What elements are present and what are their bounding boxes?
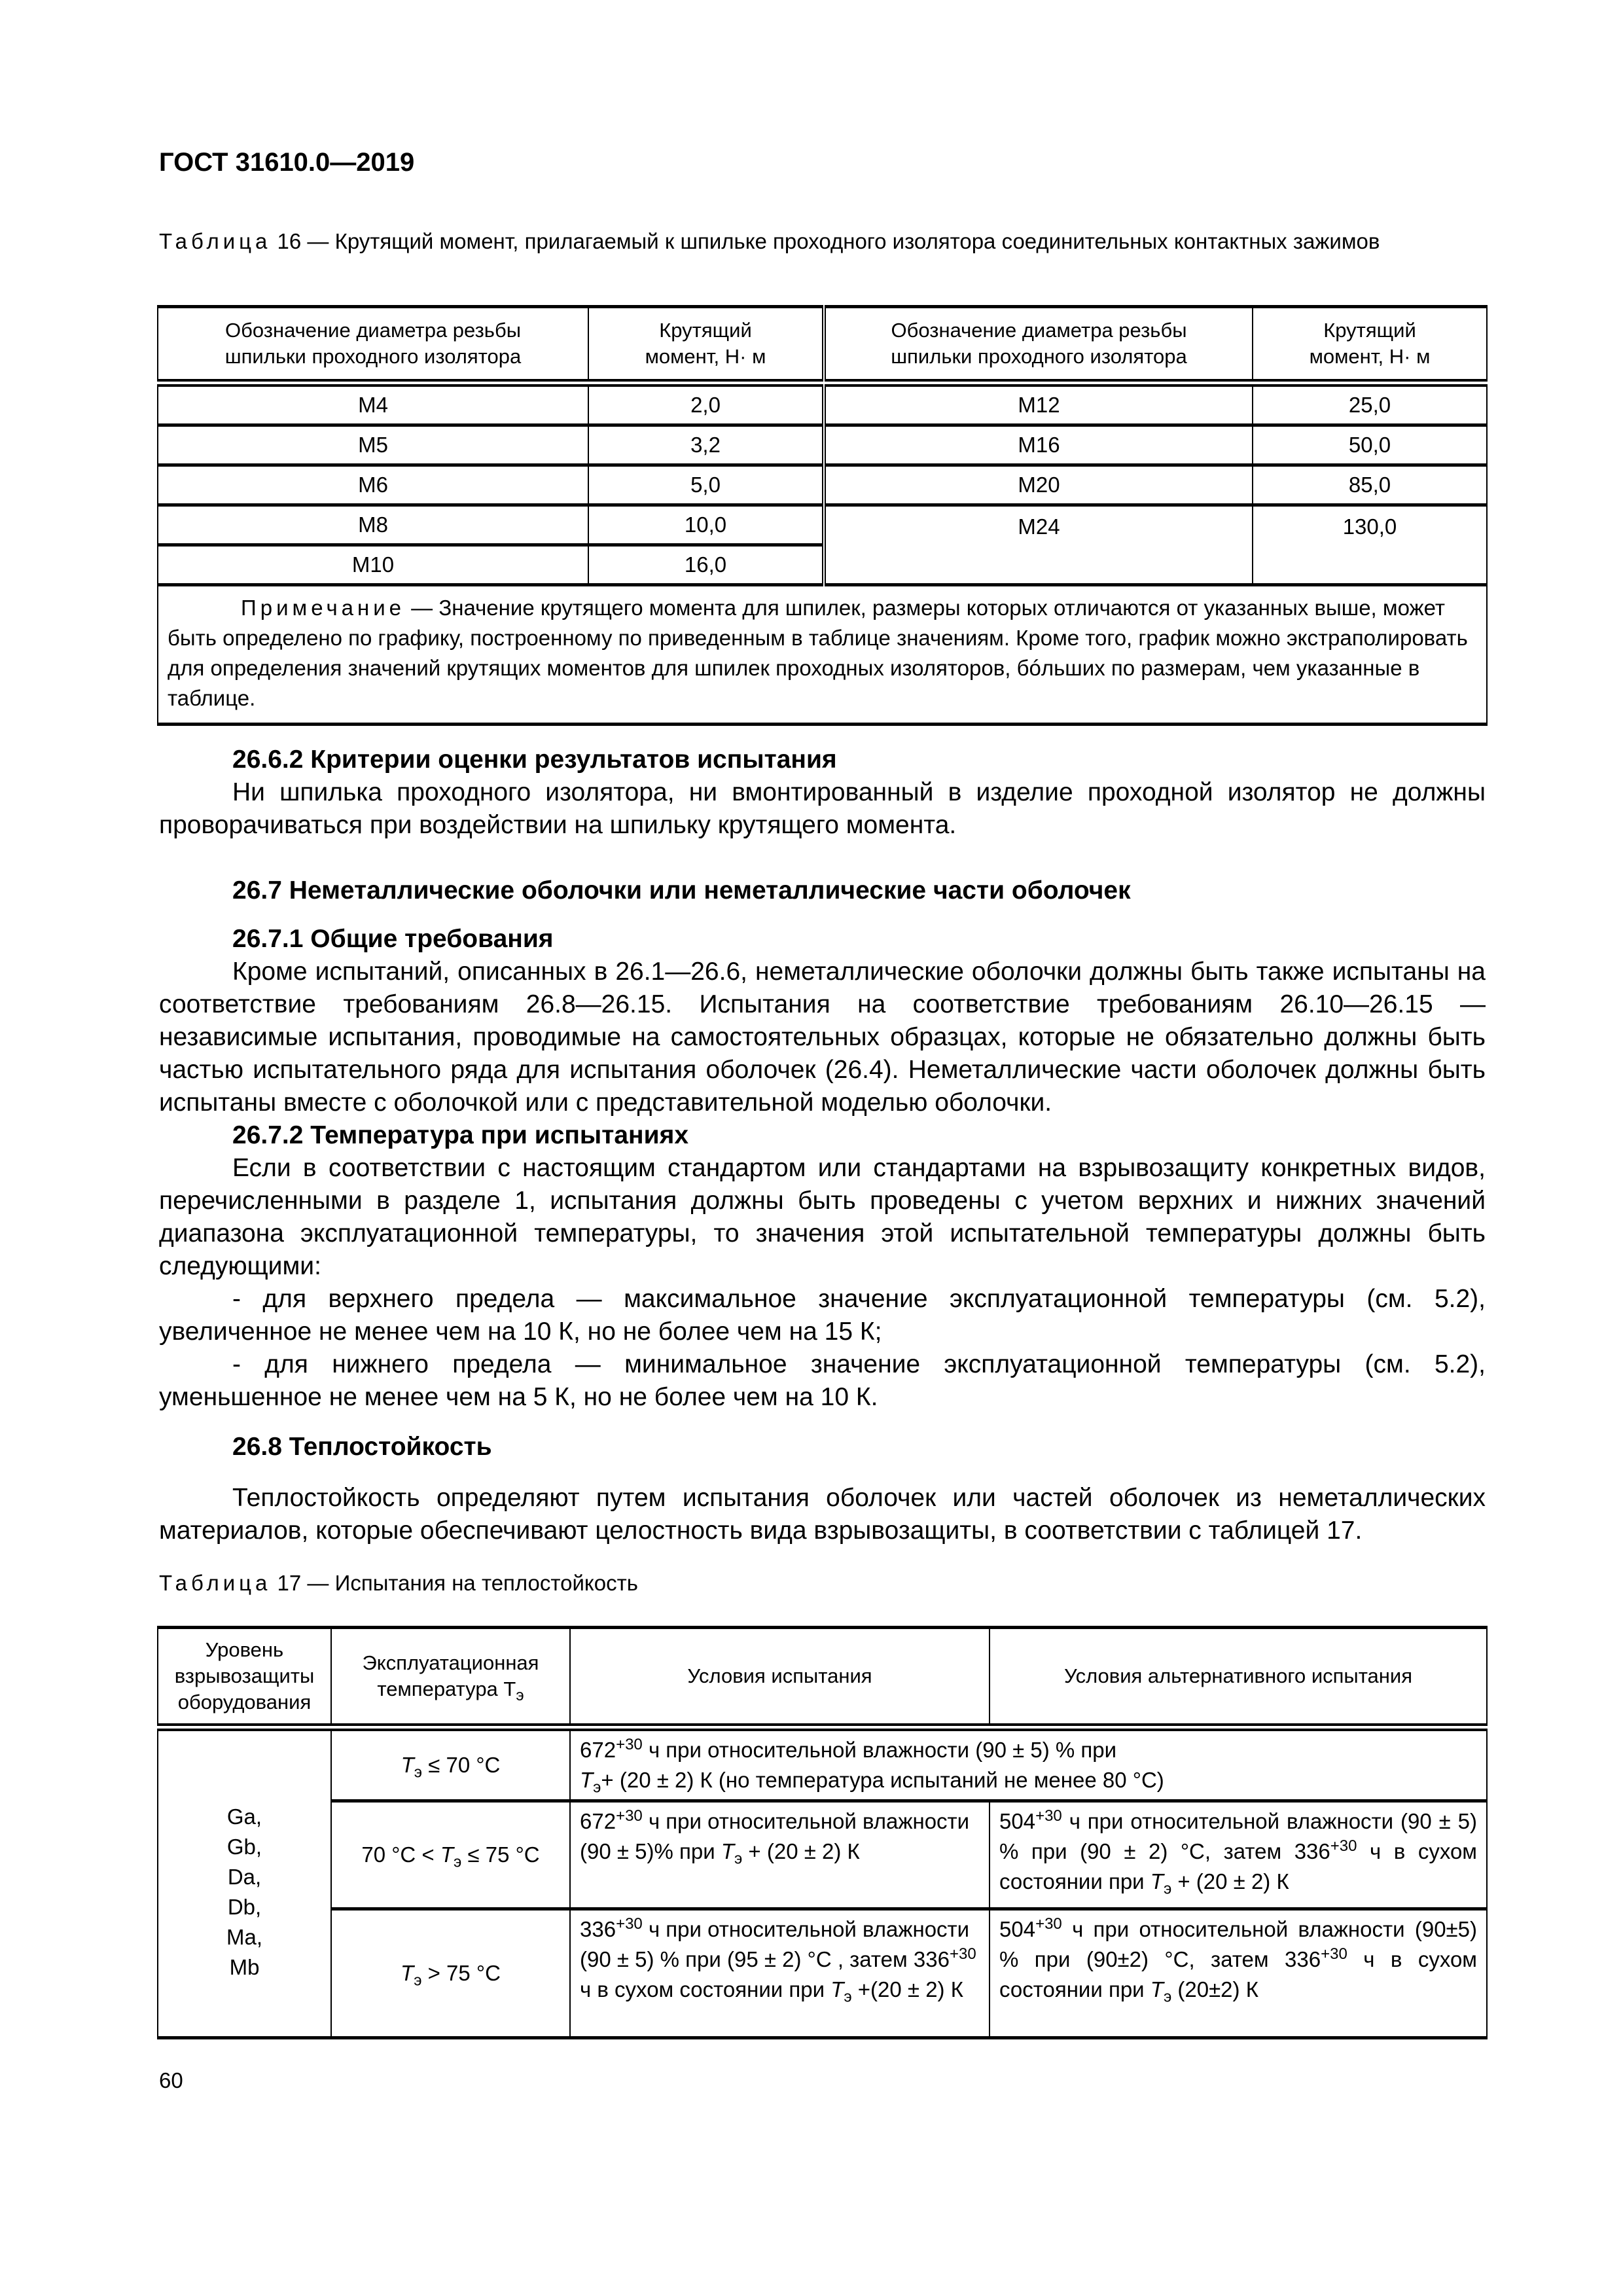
table17-col-level: Уровень взрывозащиты оборудования [158, 1628, 331, 1725]
list-item: - для верхнего предела — максимальное значение эксплуатационной температуры (см. 5.2), увеличенное не менее чем на 10 К, но не более чем на 15 К; [159, 1285, 1486, 1346]
tolerance: +30 [1035, 1915, 1062, 1933]
temp-symbol: T [830, 1977, 844, 2001]
torque-cell: 3,2 [588, 425, 824, 465]
tolerance: +30 [616, 1807, 643, 1825]
table16-caption-label: Таблица [159, 229, 272, 253]
temp-sub: э [844, 1988, 852, 2006]
temp-post: ≤ 75 °C [461, 1842, 540, 1867]
tolerance: +30 [1330, 1837, 1357, 1855]
conditions-cell [570, 1909, 990, 2038]
level: Ga, [226, 1804, 262, 1829]
section-heading: 26.6.2 Критерии оценки результатов испытания [232, 745, 837, 774]
cond-text: + (20 ± 2) К [742, 1839, 860, 1863]
temp-sub: э [593, 1778, 601, 1797]
hours: 336 [580, 1917, 616, 1941]
header-separator [158, 380, 1487, 386]
torque-cell: 85,0 [1253, 465, 1487, 505]
table16-caption-text: 16 — Крутящий момент, прилагаемый к шпильке проходного изолятора соединительных контактных зажимов [271, 229, 1380, 253]
temp-sub: э [1163, 1880, 1172, 1898]
table17-caption-label: Таблица [159, 1571, 272, 1595]
temp-symbol: T [401, 1753, 414, 1777]
cond-text: ч при относительной влажности (90 ± 5) % при [642, 1738, 1117, 1762]
list-item: - для нижнего предела — минимальное значение эксплуатационной температуры (см. 5.2), уменьшенное не менее чем на 5 К, но не более чем на 10 К. [159, 1350, 1486, 1411]
cond-text: ч при относительной влажности (90 ± 5) % при (95 ± 2) °С , затем 336 [580, 1917, 970, 1971]
table17-caption-text: 17 — Испытания на теплостойкость [271, 1571, 638, 1595]
table16-caption [159, 226, 1486, 257]
section-26-7 [159, 874, 1486, 907]
torque-cell: 25,0 [1253, 386, 1487, 425]
section-26-6-2 [159, 744, 1486, 842]
section-26-7-1 [159, 923, 1486, 1414]
hours: 504 [999, 1809, 1036, 1833]
thread-cell: M8 [158, 505, 588, 545]
torque-cell: 5,0 [588, 465, 824, 505]
alt-conditions-cell [990, 1909, 1487, 2038]
temp-symbol: T [580, 1768, 594, 1792]
header-separator [158, 1725, 1487, 1730]
thread-cell: M10 [158, 545, 588, 585]
temp-pre: 70 °C < [361, 1842, 440, 1867]
thread-cell: M16 [824, 425, 1253, 465]
thread-cell: M12 [824, 386, 1253, 425]
temp-sub: э [734, 1850, 743, 1868]
col-temp-sub: э [516, 1687, 524, 1705]
table16-note [158, 585, 1487, 725]
equipment-level-cell [158, 1730, 331, 2038]
table16-col-torque-right: Крутящий момент, Н· м [1253, 307, 1487, 381]
paragraph: Теплостойкость определяют путем испытания оболочек или частей оболочек из неметаллических материалов, которые обеспечивают целостность вида взрывозащиты, в соответствии с таблицей 17. [159, 1484, 1486, 1545]
tolerance: +30 [949, 1945, 976, 1963]
cond-text: +(20 ± 2) К [851, 1977, 963, 2001]
cond-text: (20±2) К [1171, 1977, 1258, 2001]
level: Gb, [226, 1835, 262, 1859]
col-temp-label: Эксплуатационная температура T [362, 1651, 539, 1700]
temp-symbol: T [1150, 1869, 1164, 1893]
table-row [158, 465, 1487, 505]
cond-text: ч при относительной влажности (90 ± 5) % при (90 ± 2) °С, затем 336 [999, 1809, 1477, 1863]
thread-cell: M5 [158, 425, 588, 465]
temp-symbol: T [1150, 1977, 1164, 2001]
note-label: Примечание [241, 596, 406, 620]
paragraph: Если в соответствии с настоящим стандартом или стандартами на взрывозащиту конкретных видов, перечисленными в разделе 1, испытания должны быть проведены с учетом верхних и нижних значений диапазона эксплуатационной температуры, то значения этой испытательной температуры должны быть следующими: [159, 1154, 1486, 1280]
temp-symbol: T [721, 1839, 734, 1863]
section-26-8 [159, 1431, 1486, 1547]
table16-col-torque-left: Крутящий момент, Н· м [588, 307, 824, 381]
table-row [158, 425, 1487, 465]
cond-text: ч в сухом состоянии при [580, 1977, 831, 2001]
document-code: ГОСТ 31610.0—2019 [159, 148, 415, 177]
temperature-cell [331, 1730, 570, 1801]
tolerance: +30 [616, 1915, 643, 1933]
table17 [157, 1626, 1488, 2039]
torque-cell: 130,0 [1253, 505, 1487, 585]
thread-cell: M20 [824, 465, 1253, 505]
table-row [158, 1730, 1487, 1801]
cond-text: + (20 ± 2) К (но температура испытаний не менее 80 °С) [601, 1768, 1164, 1792]
thread-cell: M4 [158, 386, 588, 425]
paragraph: Кроме испытаний, описанных в 26.1—26.6, неметаллические оболочки должны быть также испытаны на соответствие требованиям 26.8—26.15. Испытания на соответствие требованиям 26.10—26.15 — независимые испытания, проводимые на самостоятельных образцах, которые не обязательно должны быть частью испытательного ряда для испытания оболочек (26.4). Неметаллические части оболочек должны быть испытаны вместе с оболочкой или с представительной моделью оболочки. [159, 958, 1486, 1117]
temp-sub: э [414, 1763, 423, 1782]
temp-symbol: T [440, 1842, 454, 1867]
temp-sub: э [414, 1971, 422, 1990]
hours: 504 [999, 1917, 1036, 1941]
page-number: 60 [159, 2068, 183, 2092]
temp-symbol: T [401, 1961, 414, 1985]
table16 [157, 305, 1488, 726]
thread-cell: M6 [158, 465, 588, 505]
temp-post: ≤ 70 °C [422, 1753, 501, 1777]
level: Db, [227, 1895, 262, 1919]
temp-sub: э [1163, 1988, 1172, 2006]
table17-col-temperature [331, 1628, 570, 1725]
table16-note-row [158, 585, 1487, 725]
table-row [158, 505, 1487, 545]
torque-cell: 10,0 [588, 505, 824, 545]
cond-text: + (20 ± 2) К [1171, 1869, 1289, 1893]
torque-cell: 16,0 [588, 545, 824, 585]
table16-col-thread-right: Обозначение диаметра резьбы шпильки проходного изолятора [824, 307, 1253, 381]
alt-conditions-cell [990, 1801, 1487, 1909]
table17-caption [159, 1568, 1486, 1598]
cond-text: ч в сухом состоянии при [999, 1839, 1477, 1893]
temperature-cell [331, 1909, 570, 2038]
torque-cell: 50,0 [1253, 425, 1487, 465]
level: Mb [229, 1955, 260, 1979]
conditions-cell [570, 1730, 1487, 1801]
temperature-cell [331, 1801, 570, 1909]
conditions-cell [570, 1801, 990, 1909]
temp-sub: э [454, 1853, 462, 1871]
section-heading: 26.7.2 Температура при испытаниях [232, 1121, 689, 1149]
level: Da, [227, 1865, 262, 1889]
tolerance: +30 [616, 1736, 643, 1753]
section-heading: 26.8 Теплостойкость [232, 1433, 492, 1461]
section-heading: 26.7 Неметаллические оболочки или неметаллические части оболочек [232, 876, 1131, 905]
table17-header-row [158, 1628, 1487, 1725]
table-row [158, 386, 1487, 425]
table17-col-alt-conditions: Условия альтернативного испытания [990, 1628, 1487, 1725]
hours: 672 [580, 1738, 616, 1762]
table-row [158, 1909, 1487, 2038]
level: Ma, [226, 1925, 262, 1949]
thread-cell: M24 [824, 505, 1253, 585]
hours: 672 [580, 1809, 616, 1833]
table-row [158, 1801, 1487, 1909]
section-heading: 26.7.1 Общие требования [232, 925, 554, 953]
table17-col-conditions: Условия испытания [570, 1628, 990, 1725]
note-text: — Значение крутящего момента для шпилек, размеры которых отличаются от указанных выше, может быть определено по графику, построенному по приведенным в таблице значениям. Кроме того, график можно экстраполировать для определения значений крутящих моментов для шпилек проходных изоляторов, бóльших по размерам, чем указанные в таблице. [168, 596, 1468, 710]
table16-col-thread-left: Обозначение диаметра резьбы шпильки проходного изолятора [158, 307, 588, 381]
table16-header-row [158, 307, 1487, 381]
tolerance: +30 [1321, 1945, 1347, 1963]
cond-text: ч при относительной влажности (90 ± 5)% при [580, 1809, 970, 1863]
tolerance: +30 [1035, 1807, 1062, 1825]
cond-text: ч при относительной влажности (90±5) % при (90±2) °С, затем 336 [999, 1917, 1477, 1971]
paragraph: Ни шпилька проходного изолятора, ни вмонтированный в изделие проходной изолятор не должны проворачиваться при воздействии на шпильку крутящего момента. [159, 778, 1486, 839]
temp-post: > 75 °C [421, 1961, 501, 1985]
torque-cell: 2,0 [588, 386, 824, 425]
cond-text: ч в сухом состоянии при [999, 1947, 1477, 2001]
